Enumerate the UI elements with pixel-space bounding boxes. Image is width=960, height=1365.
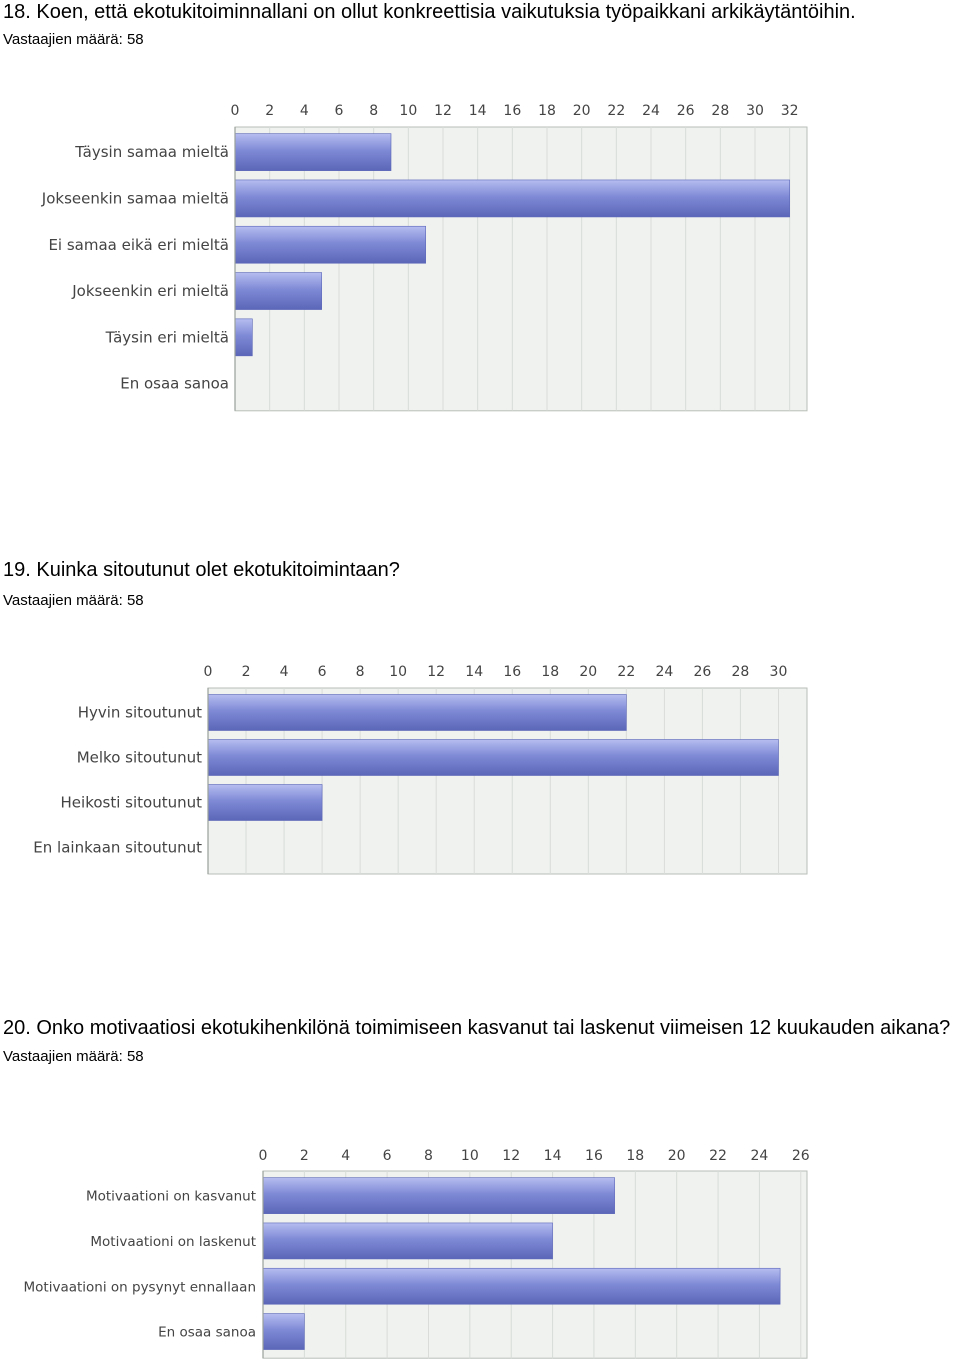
x-tick-label: 12 [502, 1148, 521, 1164]
x-tick-label: 24 [655, 664, 674, 680]
bar [263, 1178, 615, 1214]
respondent-count: Vastaajien määrä: 58 [3, 31, 144, 48]
x-tick-label: 8 [369, 103, 379, 119]
category-label: Motivaationi on laskenut [90, 1233, 256, 1250]
x-tick-label: 8 [424, 1148, 433, 1164]
x-tick-label: 12 [427, 664, 446, 680]
category-label: Jokseenkin eri mieltä [72, 282, 229, 301]
x-tick-label: 0 [258, 1148, 268, 1164]
question-title: 19. Kuinka sitoutunut olet ekotukitoimintaan? [3, 559, 400, 581]
category-label: Motivaationi on kasvanut [85, 1188, 256, 1205]
x-tick-label: 2 [299, 1148, 309, 1164]
x-tick-label: 26 [791, 1148, 810, 1164]
x-tick-label: 12 [434, 103, 452, 119]
x-tick-label: 8 [355, 664, 365, 680]
category-label: Hyvin sitoutunut [77, 703, 202, 722]
x-tick-label: 10 [399, 103, 418, 119]
x-tick-label: 4 [299, 103, 309, 119]
x-tick-label: 20 [579, 664, 598, 680]
x-tick-label: 14 [465, 664, 484, 680]
category-label: Jokseenkin samaa mieltä [41, 189, 229, 208]
x-tick-label: 26 [693, 664, 712, 680]
x-tick-label: 14 [543, 1148, 562, 1164]
category-label: Motivaationi on pysynyt ennallaan [23, 1279, 256, 1296]
question-19 [0, 558, 960, 609]
respondent-count: Vastaajien määrä: 58 [3, 592, 144, 609]
category-label: Heikosti sitoutunut [60, 793, 202, 812]
x-tick-label: 26 [676, 103, 695, 119]
x-tick-label: 4 [279, 664, 289, 680]
x-tick-label: 28 [711, 103, 730, 119]
x-tick-label: 24 [750, 1148, 769, 1164]
bar [235, 273, 322, 310]
x-tick-label: 0 [203, 664, 213, 680]
bar [235, 134, 391, 171]
category-label: En osaa sanoa [120, 374, 229, 393]
x-tick-label: 28 [731, 664, 750, 680]
bar [235, 226, 426, 263]
chart-q20 [0, 1140, 960, 1365]
x-tick-label: 4 [341, 1148, 351, 1164]
x-tick-label: 2 [241, 664, 251, 680]
bar [235, 319, 252, 356]
x-tick-label: 18 [626, 1148, 645, 1164]
category-label: Ei samaa eikä eri mieltä [48, 235, 229, 254]
x-tick-label: 16 [503, 664, 522, 680]
x-tick-label: 32 [780, 103, 799, 119]
respondent-count: Vastaajien määrä: 58 [3, 1048, 144, 1065]
x-tick-label: 20 [667, 1148, 686, 1164]
x-tick-label: 24 [642, 103, 660, 119]
bar [235, 180, 790, 217]
x-tick-label: 30 [769, 664, 788, 680]
x-tick-label: 2 [265, 103, 275, 119]
bar [208, 695, 626, 731]
x-tick-label: 10 [460, 1148, 479, 1164]
question-title: 20. Onko motivaatiosi ekotukihenkilönä toimimiseen kasvanut tai laskenut viimeisen 12 kuukauden aikana? [3, 1017, 951, 1039]
x-tick-label: 22 [617, 664, 636, 680]
category-label: Melko sitoutunut [76, 748, 202, 767]
x-tick-label: 22 [607, 103, 626, 119]
bar [263, 1268, 780, 1304]
x-tick-label: 16 [503, 103, 522, 119]
chart-q19 [0, 655, 960, 885]
x-tick-label: 0 [230, 103, 240, 119]
x-tick-label: 18 [538, 103, 556, 119]
category-label: En osaa sanoa [158, 1324, 256, 1341]
x-tick-label: 30 [746, 103, 764, 119]
x-tick-label: 16 [585, 1148, 603, 1164]
x-tick-label: 10 [389, 664, 408, 680]
question-18 [0, 0, 960, 48]
question-title: 18. Koen, että ekotukitoiminnallani on ollut konkreettisia vaikutuksia työpaikkani arkikäytäntöihin. [3, 1, 856, 23]
x-tick-label: 6 [382, 1148, 392, 1164]
x-tick-label: 6 [317, 664, 327, 680]
chart-q18 [0, 95, 960, 425]
x-tick-label: 22 [709, 1148, 727, 1164]
x-tick-label: 6 [334, 103, 344, 119]
category-label: Täysin samaa mieltä [75, 143, 229, 162]
bar [263, 1314, 304, 1350]
x-tick-label: 20 [572, 103, 591, 119]
category-label: En lainkaan sitoutunut [33, 838, 202, 857]
bar [208, 740, 778, 776]
x-tick-label: 14 [468, 103, 487, 119]
question-20 [0, 1016, 960, 1065]
x-tick-label: 18 [541, 664, 560, 680]
bar [263, 1223, 553, 1259]
bar [208, 785, 322, 821]
category-label: Täysin eri mieltä [105, 328, 229, 347]
